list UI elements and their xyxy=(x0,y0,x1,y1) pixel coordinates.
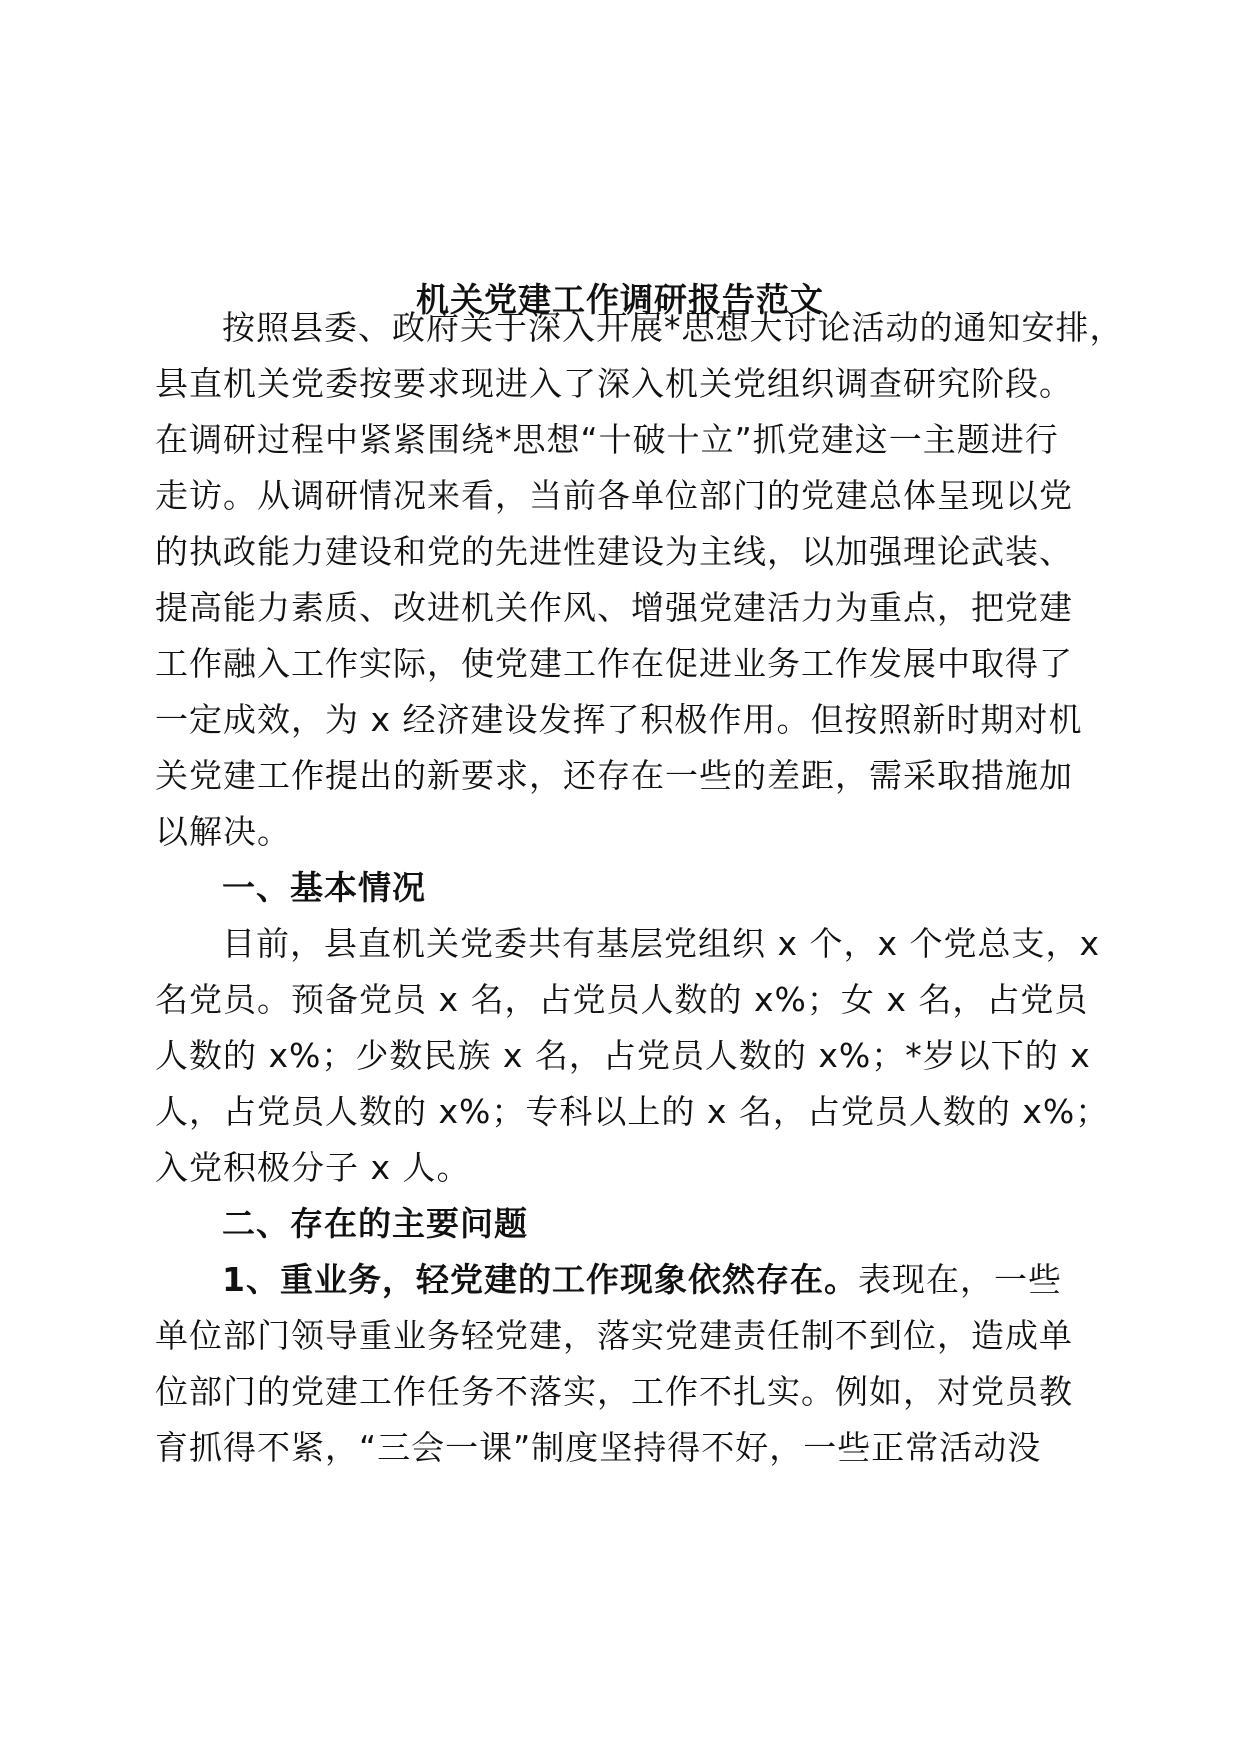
paragraph-line: 按照县委、政府关于深入开展*思想大讨论活动的通知安排， xyxy=(222,308,1124,347)
paragraph-line: 走访。从调研情况来看，当前各单位部门的党建总体呈现以党 xyxy=(155,476,1073,515)
paragraph-line: 名党员。预备党员 x 名，占党员人数的 x%；女 x 名，占党员 xyxy=(155,980,1089,1019)
paragraph-line: 在调研过程中紧紧围绕*思想“十破十立”抓党建这一主题进行 xyxy=(155,420,1059,459)
paragraph-line: 目前，县直机关党委共有基层党组织 x 个，x 个党总支，x xyxy=(222,924,1101,963)
paragraph-line: 以解决。 xyxy=(155,812,291,851)
paragraph-line: 育抓得不紧，“三会一课”制度坚持得不好，一些正常活动没 xyxy=(155,1428,1042,1467)
paragraph-line: 人数的 x%；少数民族 x 名，占党员人数的 x%；*岁以下的 x xyxy=(155,1036,1091,1075)
paragraph-line: 位部门的党建工作任务不落实，工作不扎实。例如，对党员教 xyxy=(155,1372,1073,1411)
paragraph-line: 的执政能力建设和党的先进性建设为主线，以加强理论武装、 xyxy=(155,532,1073,571)
section-heading: 二、存在的主要问题 xyxy=(222,1204,528,1243)
paragraph-line: 提高能力素质、改进机关作风、增强党建活力为重点，把党建 xyxy=(155,588,1073,627)
paragraph-line xyxy=(222,1252,1062,1308)
paragraph-line: 县直机关党委按要求现进入了深入机关党组织调查研究阶段。 xyxy=(155,364,1073,403)
paragraph-line: 人，占党员人数的 x%；专科以上的 x 名，占党员人数的 x%； xyxy=(155,1092,1110,1131)
paragraph-line: 单位部门领导重业务轻党建，落实党建责任制不到位，造成单 xyxy=(155,1316,1073,1355)
subheading-lead: 1、重业务，轻党建的工作现象依然存在。 xyxy=(222,1260,858,1299)
section-heading: 一、基本情况 xyxy=(222,868,426,907)
paragraph-line: 工作融入工作实际，使党建工作在促进业务工作发展中取得了 xyxy=(155,644,1073,683)
document-title: 机关党建工作调研报告范文 xyxy=(416,280,824,319)
paragraph-line: 关党建工作提出的新要求，还存在一些的差距，需采取措施加 xyxy=(155,756,1073,795)
paragraph-line: 入党积极分子 x 人。 xyxy=(155,1148,471,1187)
subheading-body: 表现在，一些 xyxy=(857,1260,1062,1299)
paragraph-line: 一定成效，为 x 经济建设发挥了积极作用。但按照新时期对机 xyxy=(155,700,1083,739)
